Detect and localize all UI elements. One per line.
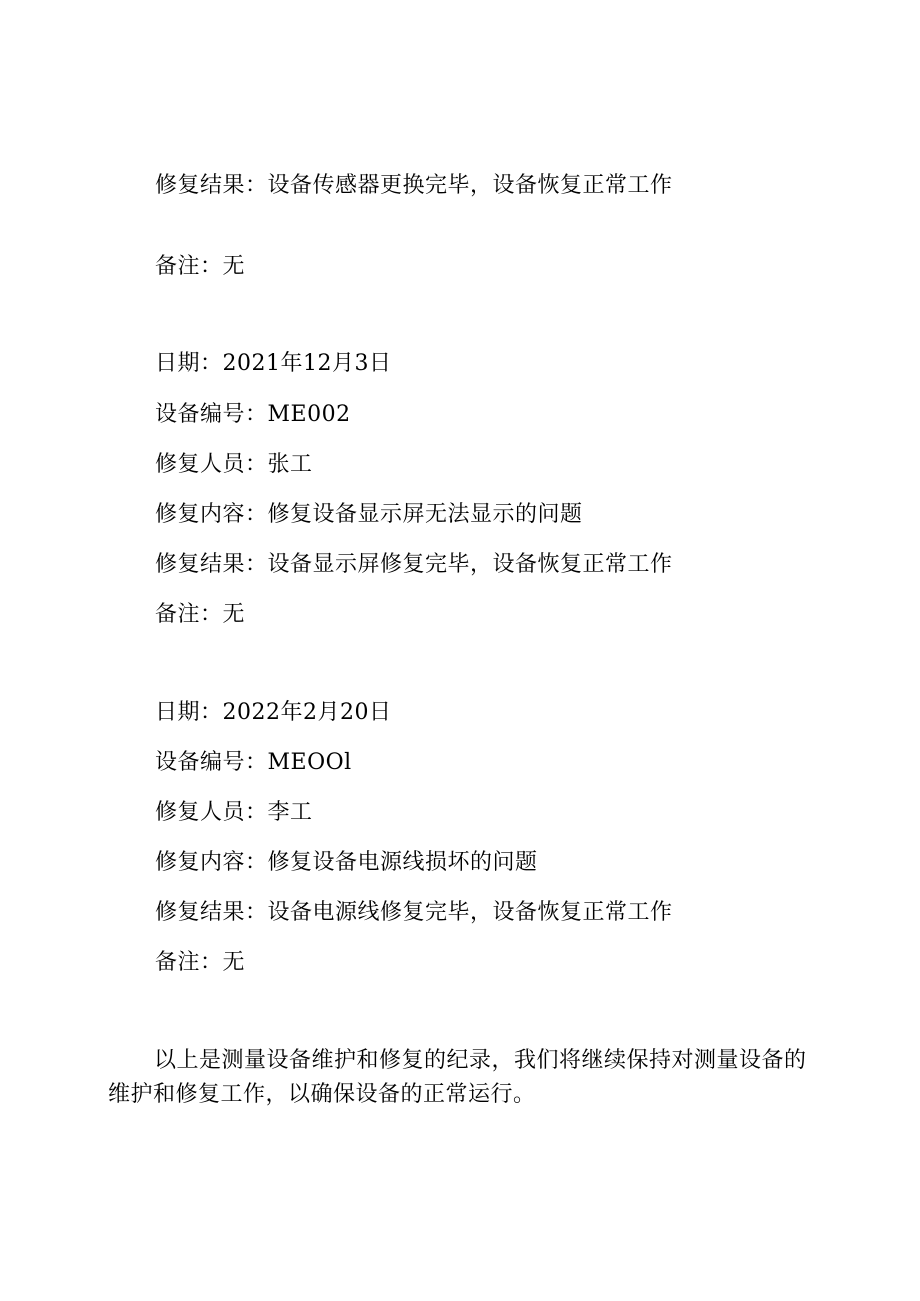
record1-person: 修复人员：张工 <box>155 452 313 477</box>
record1-device: 设备编号：ME002 <box>155 402 351 427</box>
record0-remark: 备注：无 <box>155 254 246 279</box>
record2-device: 设备编号：MEOOl <box>155 750 352 775</box>
record2-date: 日期：2022年2月20日 <box>155 700 392 725</box>
record0-result: 修复结果：设备传感器更换完毕，设备恢复正常工作 <box>155 173 673 198</box>
record2-result: 修复结果：设备电源线修复完毕，设备恢复正常工作 <box>155 900 673 925</box>
record2-remark: 备注：无 <box>155 950 246 975</box>
record1-result: 修复结果：设备显示屏修复完毕，设备恢复正常工作 <box>155 552 673 577</box>
record1-date: 日期：2021年12月3日 <box>155 351 392 376</box>
conclusion-paragraph: 以上是测量设备维护和修复的纪录，我们将继续保持对测量设备的维护和修复工作，以确保设备的正常运行。 <box>108 1048 807 1107</box>
record2-content: 修复内容：修复设备电源线损坏的问题 <box>155 850 538 875</box>
record1-remark: 备注：无 <box>155 602 246 627</box>
record1-content: 修复内容：修复设备显示屏无法显示的问题 <box>155 502 583 527</box>
record2-person: 修复人员：李工 <box>155 800 313 825</box>
